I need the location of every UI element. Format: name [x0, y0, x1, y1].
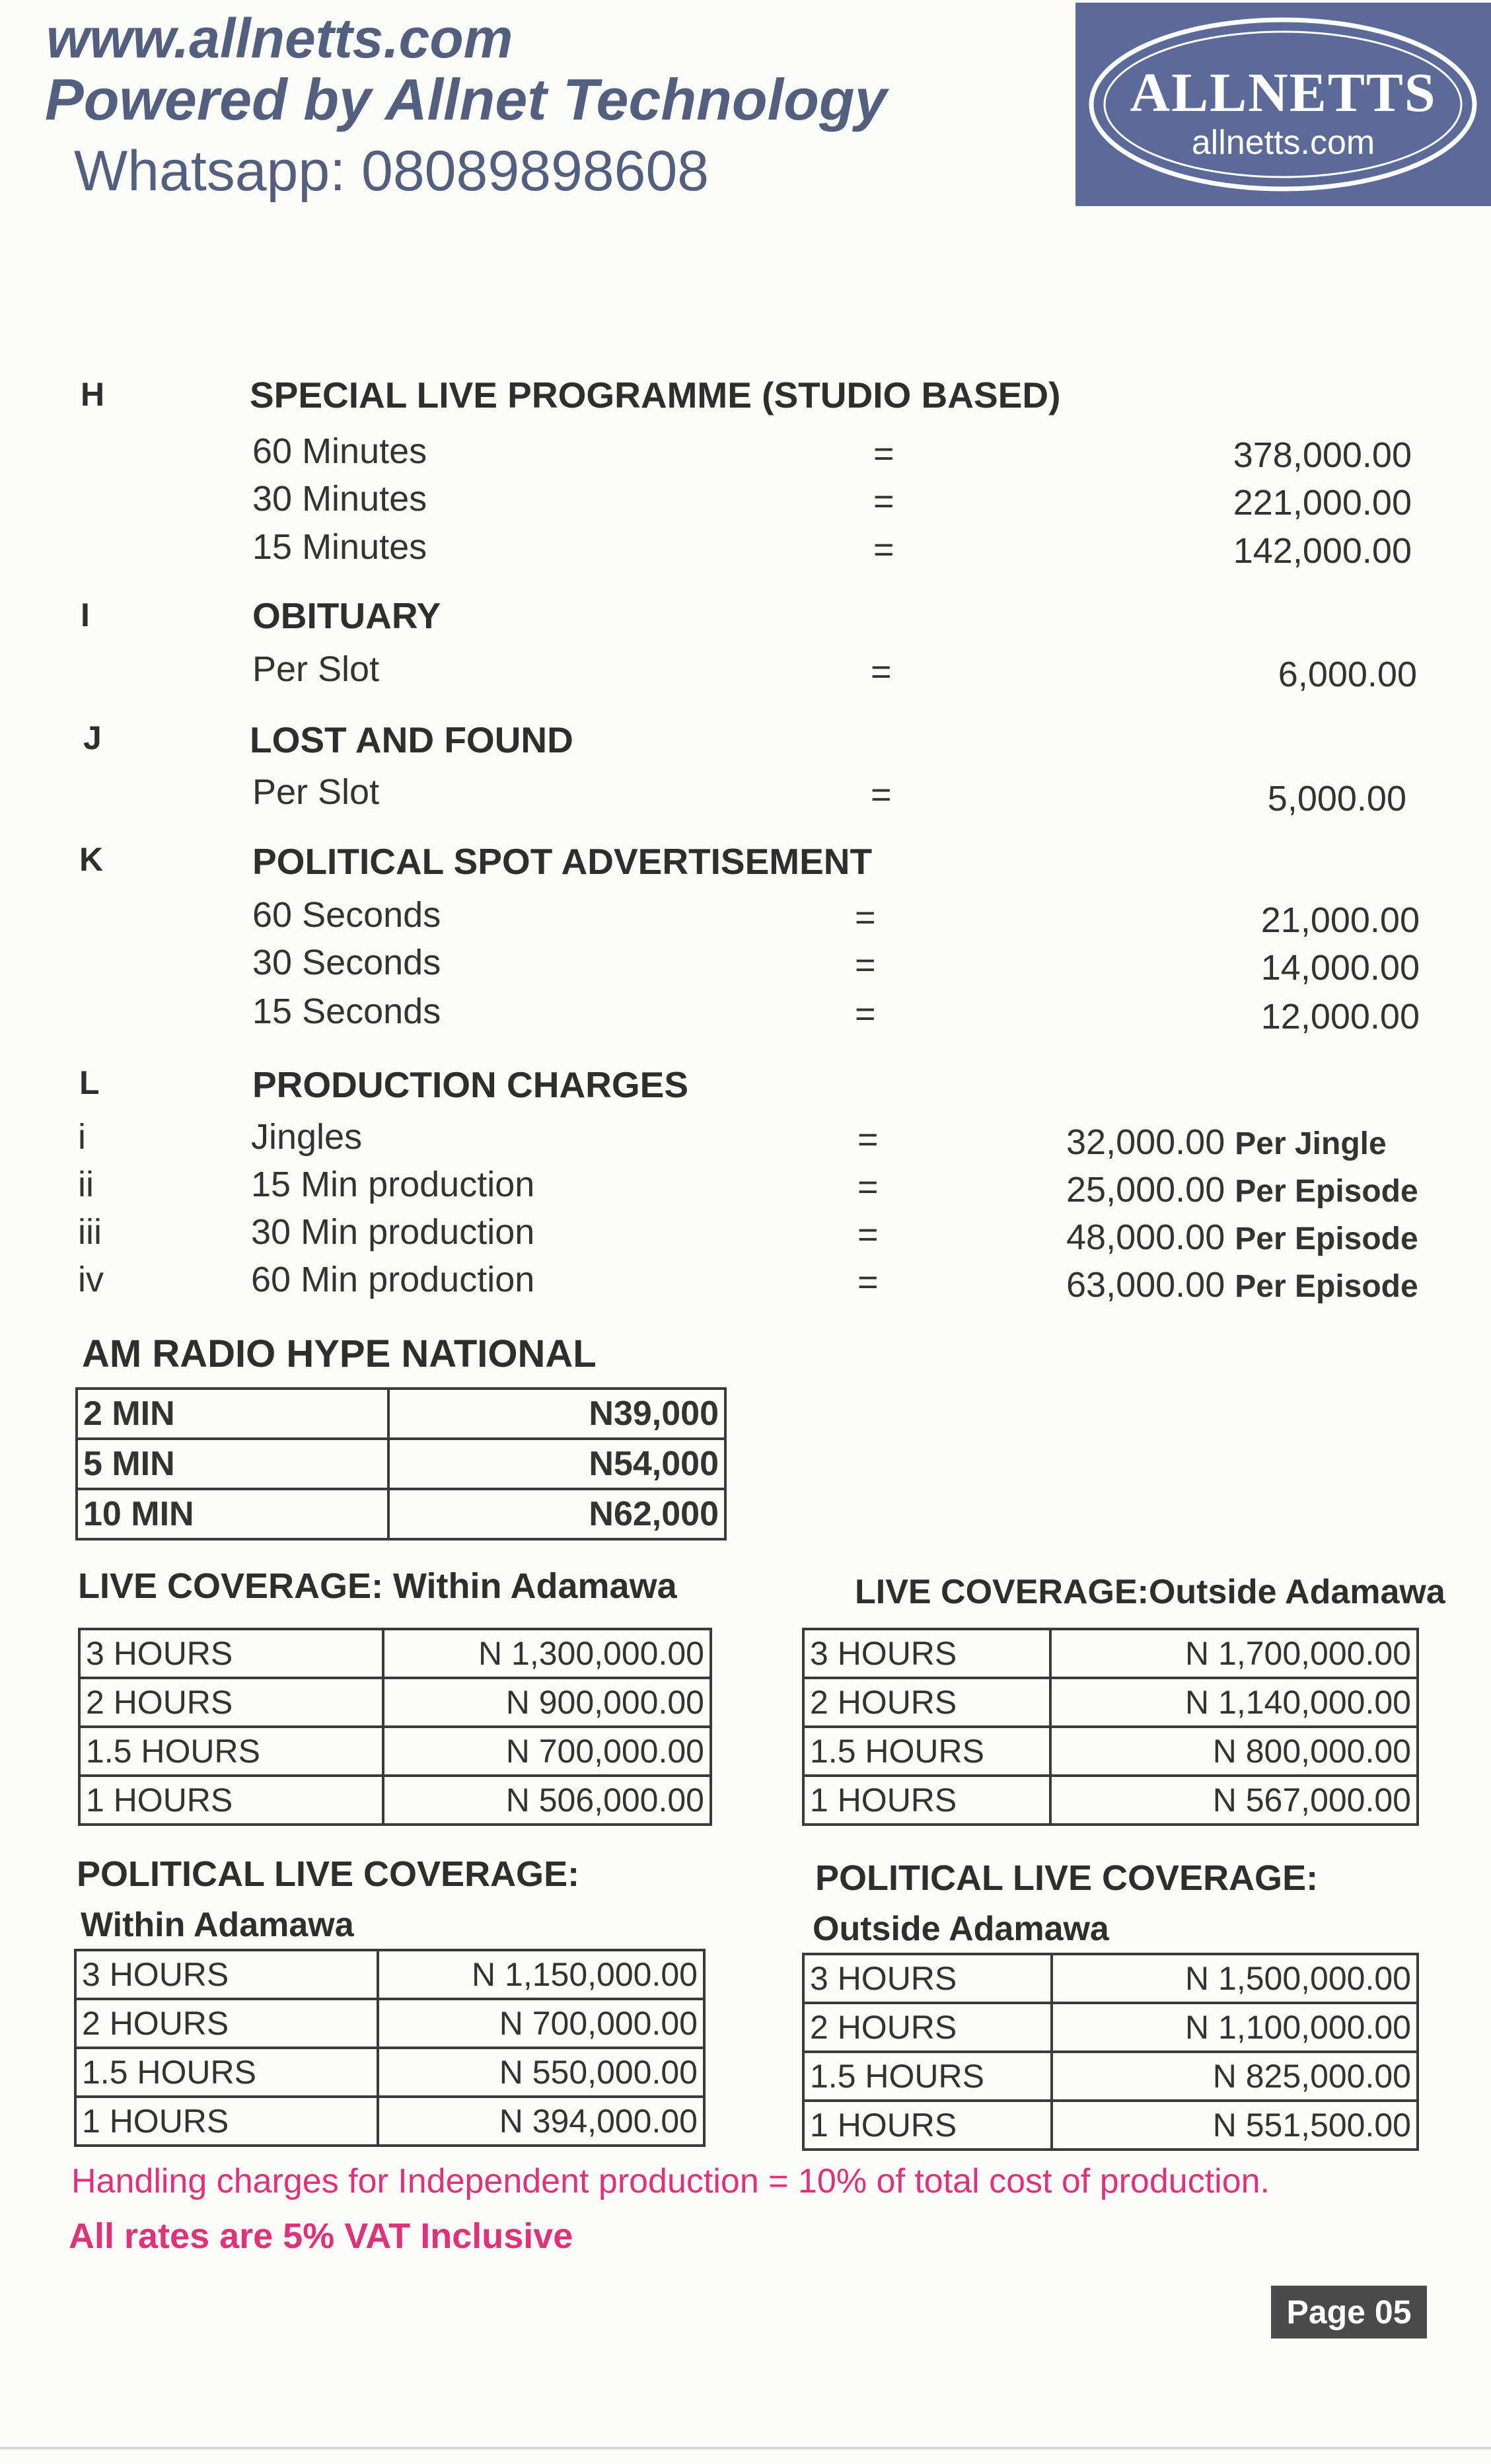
section-title-lost-found: LOST AND FOUND: [250, 719, 573, 760]
row-value: 6,000.00: [1278, 655, 1417, 694]
price-cell: N 550,000.00: [378, 2048, 704, 2097]
website-url[interactable]: www.allnetts.com: [46, 7, 513, 69]
table-row: [803, 1727, 1418, 1776]
row-label: 15 Seconds: [252, 992, 441, 1031]
table-row: [77, 1389, 725, 1439]
duration-cell: 10 MIN: [77, 1489, 388, 1539]
price-cell: N 1,500,000.00: [1052, 1954, 1418, 2003]
duration-cell: 1.5 HOURS: [803, 2052, 1052, 2101]
table-row: [77, 1489, 725, 1539]
powered-by: Powered by Allnet Technology: [45, 67, 887, 132]
row-equals: =: [857, 1262, 879, 1302]
row-equals: =: [855, 945, 876, 985]
handling-charges-note: Handling charges for Independent production = 10% of total cost of production.: [71, 2162, 1270, 2200]
page-number-badge: Page 05: [1271, 2286, 1427, 2338]
vat-note: All rates are 5% VAT Inclusive: [69, 2216, 573, 2256]
table-row: [75, 1999, 704, 2048]
political-outside-title: POLITICAL LIVE COVERAGE:: [815, 1858, 1319, 1898]
duration-cell: 1 HOURS: [79, 1776, 383, 1825]
am-radio-table: [75, 1387, 727, 1540]
price-cell: N 825,000.00: [1052, 2052, 1418, 2101]
duration-cell: 3 HOURS: [803, 1629, 1050, 1678]
row-label: Jingles: [251, 1117, 363, 1157]
duration-cell: 3 HOURS: [79, 1629, 383, 1678]
row-number: iv: [78, 1260, 104, 1299]
section-title-obituary: OBITUARY: [252, 595, 441, 636]
table-row: [75, 1950, 704, 1999]
table-row: [803, 1776, 1418, 1825]
duration-cell: 1.5 HOURS: [75, 2048, 378, 2097]
price-cell: N 551,500.00: [1052, 2101, 1418, 2150]
logo-domain: allnetts.com: [1191, 124, 1375, 162]
row-value: 63,000.00 Per Episode: [1066, 1265, 1418, 1305]
row-value: 221,000.00: [1233, 483, 1412, 523]
duration-cell: 1.5 HOURS: [803, 1727, 1050, 1776]
table-row: [803, 2052, 1418, 2101]
row-label: 15 Minutes: [252, 527, 427, 567]
duration-cell: 1 HOURS: [75, 2097, 378, 2146]
row-value: 14,000.00: [1260, 948, 1420, 988]
allnetts-logo: [1075, 3, 1491, 206]
price-cell: N 900,000.00: [383, 1678, 711, 1727]
row-value: 12,000.00: [1260, 997, 1420, 1036]
duration-cell: 2 HOURS: [803, 1678, 1050, 1727]
duration-cell: 3 HOURS: [803, 1954, 1052, 2003]
row-equals: =: [855, 898, 876, 937]
price-cell: N 1,700,000.00: [1050, 1629, 1418, 1678]
row-equals: =: [857, 1167, 879, 1207]
row-number: iii: [78, 1212, 102, 1252]
duration-cell: 5 MIN: [77, 1439, 388, 1489]
table-row: [803, 1678, 1418, 1727]
section-letter-i: I: [81, 597, 90, 634]
price-cell: N 1,140,000.00: [1050, 1678, 1418, 1727]
table-row: [803, 1629, 1418, 1678]
row-label: 15 Min production: [251, 1165, 535, 1204]
table-row: [803, 2101, 1418, 2150]
row-label: 60 Min production: [251, 1260, 535, 1299]
duration-cell: 1 HOURS: [803, 1776, 1050, 1825]
section-letter-j: J: [83, 719, 102, 756]
row-label: 60 Seconds: [252, 895, 441, 935]
price-cell: N 1,100,000.00: [1052, 2003, 1418, 2052]
political-within-table: [74, 1949, 706, 2147]
row-equals: =: [857, 1120, 879, 1159]
row-equals: =: [873, 530, 894, 569]
row-equals: =: [871, 775, 892, 815]
duration-cell: 2 HOURS: [803, 2003, 1052, 2052]
row-label: 60 Minutes: [252, 431, 427, 471]
duration-cell: 1 HOURS: [803, 2101, 1052, 2150]
row-label: 30 Min production: [251, 1212, 535, 1252]
duration-cell: 2 HOURS: [79, 1678, 383, 1727]
row-label: 30 Minutes: [252, 479, 427, 519]
table-row: [803, 1954, 1418, 2003]
live-outside-title: LIVE COVERAGE:Outside Adamawa: [855, 1573, 1445, 1611]
price-cell: N 506,000.00: [383, 1776, 711, 1825]
section-title-special-live: SPECIAL LIVE PROGRAMME (STUDIO BASED): [250, 375, 1061, 416]
row-equals: =: [855, 994, 876, 1034]
price-cell: N 567,000.00: [1050, 1776, 1418, 1825]
price-cell: N 1,300,000.00: [383, 1629, 711, 1678]
table-row: [75, 2048, 704, 2097]
section-title-production: PRODUCTION CHARGES: [252, 1064, 689, 1105]
table-row: [79, 1776, 711, 1825]
live-outside-table: [802, 1628, 1419, 1826]
row-value: 378,000.00: [1233, 435, 1412, 475]
row-number: i: [78, 1117, 86, 1157]
price-cell: N 1,150,000.00: [378, 1950, 704, 1999]
row-value: 32,000.00 Per Jingle: [1066, 1122, 1387, 1162]
row-equals: =: [873, 434, 894, 474]
row-value: 25,000.00 Per Episode: [1066, 1170, 1418, 1210]
political-within-title: POLITICAL LIVE COVERAGE:: [77, 1854, 580, 1894]
price-cell: N39,000: [388, 1389, 725, 1439]
price-cell: N62,000: [388, 1489, 725, 1539]
price-cell: N 700,000.00: [378, 1999, 704, 2048]
row-number: ii: [78, 1165, 94, 1204]
logo-brand: ALLNETTS: [1130, 62, 1437, 124]
table-row: [77, 1439, 725, 1489]
row-value: 142,000.00: [1233, 531, 1412, 571]
section-letter-k: K: [79, 841, 104, 878]
political-outside-subtitle: Outside Adamawa: [813, 1910, 1109, 1948]
live-within-table: [78, 1628, 712, 1826]
am-radio-title: AM RADIO HYPE NATIONAL: [82, 1332, 597, 1375]
row-label: 30 Seconds: [252, 943, 441, 982]
table-row: [79, 1629, 711, 1678]
price-cell: N 700,000.00: [383, 1727, 711, 1776]
bottom-divider: [0, 2447, 1491, 2449]
row-value: 5,000.00: [1267, 779, 1406, 818]
live-within-title: LIVE COVERAGE: Within Adamawa: [78, 1566, 677, 1606]
price-cell: N 394,000.00: [378, 2097, 704, 2146]
section-title-political-spot: POLITICAL SPOT ADVERTISEMENT: [252, 841, 873, 882]
row-value: 48,000.00 Per Episode: [1066, 1217, 1418, 1257]
price-cell: N54,000: [388, 1439, 725, 1489]
table-row: [79, 1727, 711, 1776]
whatsapp-number: Whatsapp: 08089898608: [74, 139, 709, 203]
duration-cell: 2 HOURS: [75, 1999, 378, 2048]
row-equals: =: [857, 1215, 879, 1254]
price-cell: N 800,000.00: [1050, 1727, 1418, 1776]
table-row: [803, 2003, 1418, 2052]
political-within-subtitle: Within Adamawa: [81, 1906, 354, 1944]
section-letter-h: H: [81, 376, 105, 413]
duration-cell: 3 HOURS: [75, 1950, 378, 1999]
political-outside-table: [802, 1953, 1419, 2151]
duration-cell: 2 MIN: [77, 1389, 388, 1439]
row-label: Per Slot: [252, 649, 380, 689]
duration-cell: 1.5 HOURS: [79, 1727, 383, 1776]
table-row: [75, 2097, 704, 2146]
section-letter-l: L: [79, 1064, 100, 1101]
row-value: 21,000.00: [1260, 900, 1420, 940]
row-equals: =: [871, 652, 892, 692]
table-row: [79, 1678, 711, 1727]
row-equals: =: [873, 482, 894, 521]
row-label: Per Slot: [252, 772, 380, 812]
